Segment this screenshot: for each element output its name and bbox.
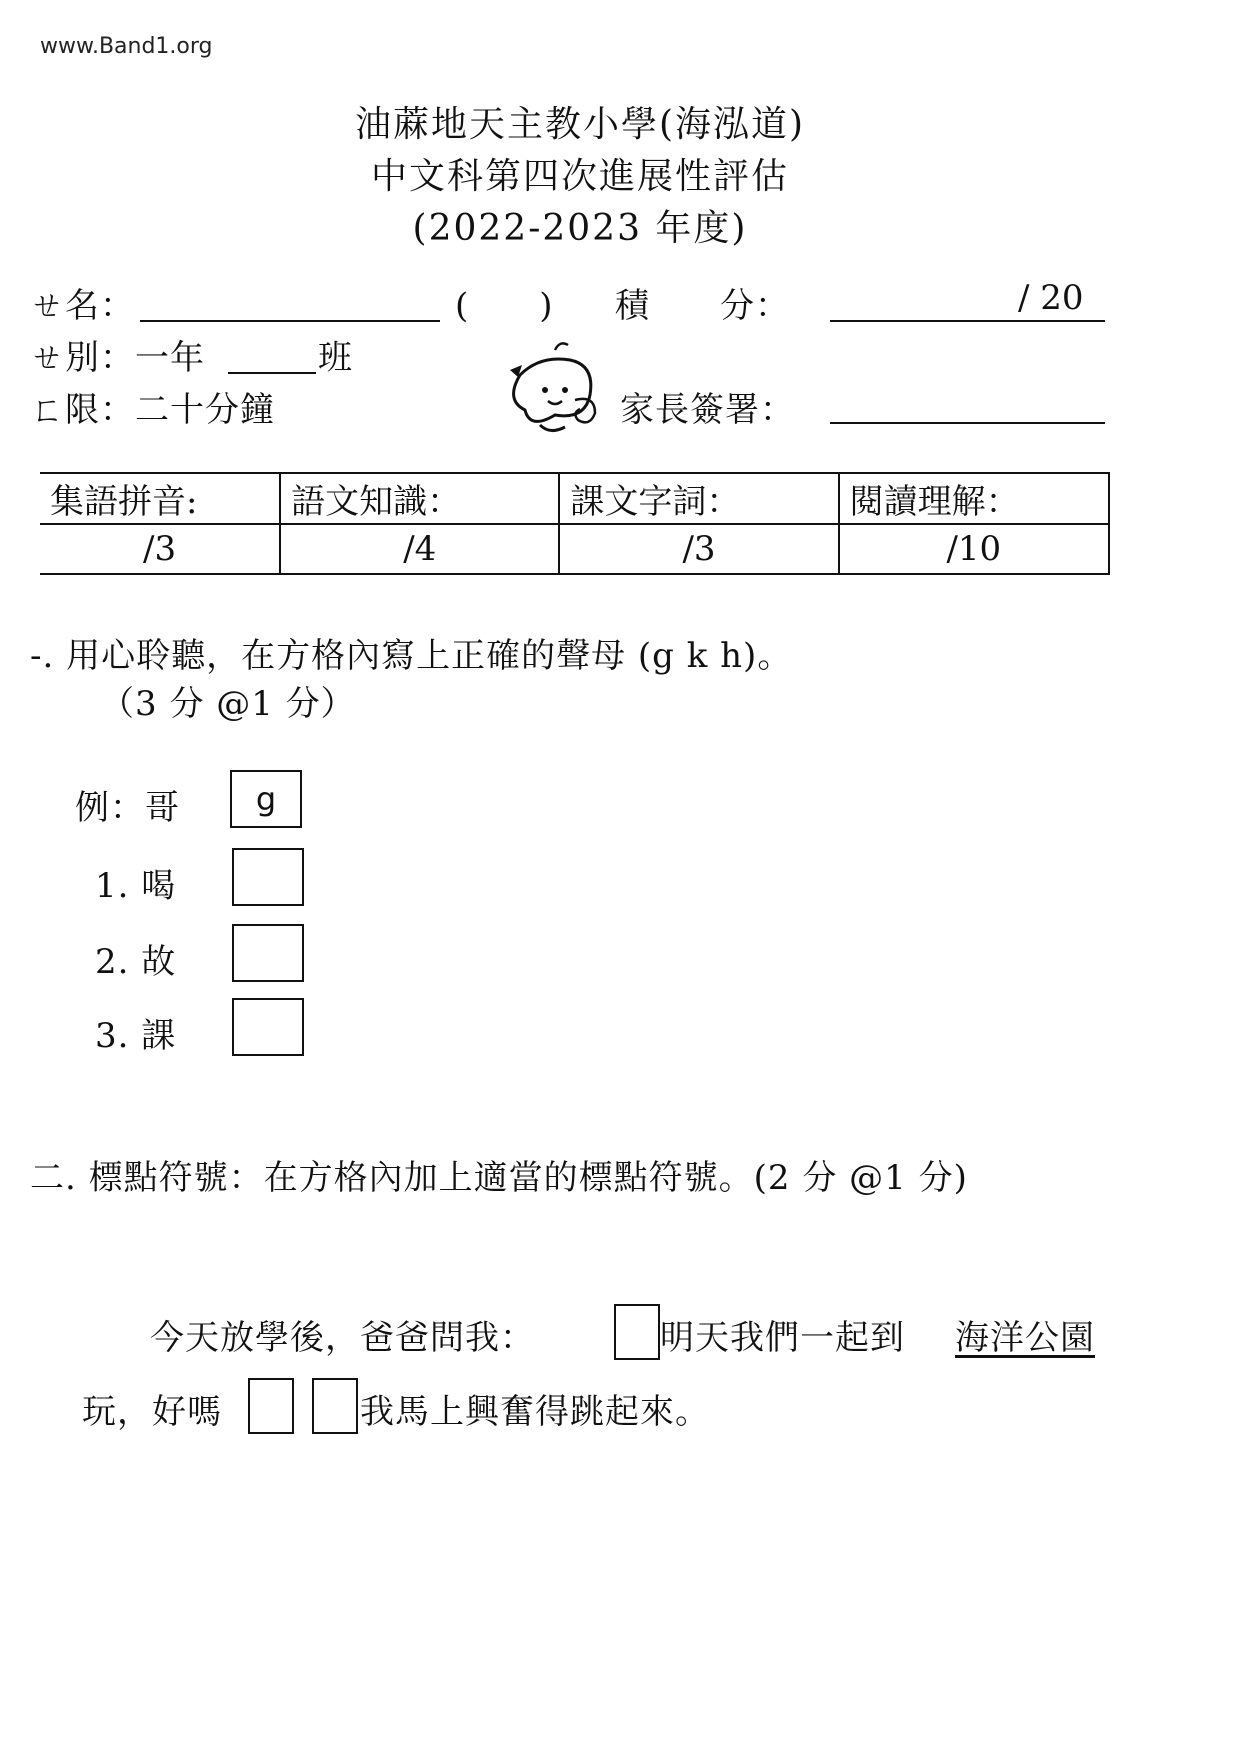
name-field[interactable] [140,320,440,322]
q2-punct-box-1[interactable] [614,1304,660,1360]
mascot-illustration [500,335,615,440]
score-value-pinyin: /3 [40,524,280,574]
q1-answer-box-3[interactable] [232,998,304,1056]
q1-answer-box-1[interactable] [232,848,304,906]
q1-item-2: 2. 故 [95,942,177,982]
watermark: www.Band1.org [40,34,213,59]
score-value-language: /4 [280,524,559,574]
score-total: / 20 [1018,278,1084,318]
class-label: ㄝ別：一年 [30,338,205,378]
score-label: 積 分： [615,286,790,326]
score-header-pinyin: 集語拼音: [40,473,280,524]
q2-punct-box-2[interactable] [248,1378,294,1434]
q1-title: -. 用心聆聽，在方格內寫上正確的聲母 (g k h)。 [30,636,793,676]
q2-line2-start: 玩，好嗎 [82,1392,222,1432]
class-field[interactable] [228,372,316,374]
score-table [40,472,1110,575]
score-header-language: 語文知識： [280,473,559,524]
q1-example-answer-box: g [230,770,302,828]
q1-item-1: 1. 喝 [95,866,177,906]
class-number-paren: ( ) [455,286,554,326]
q2-line1-start: 今天放學後，爸爸問我： [150,1318,535,1358]
class-suffix: 班 [318,338,353,378]
q1-item-3: 3. 課 [95,1016,177,1056]
score-header-vocabulary: 課文字詞： [559,473,838,524]
parent-signature-label: 家長簽署： [620,390,795,430]
assessment-title: 中文科第四次進展性評估 [370,156,789,197]
q1-marks: （3 分 @1 分） [100,684,356,724]
score-table-value-row [40,524,1109,574]
name-label: ㄝ名： [30,286,135,326]
school-name: 油蔴地天主教小學(海泓道) [354,104,806,145]
q2-line1-middle: 明天我們一起到 [660,1318,905,1358]
q2-punct-box-3[interactable] [312,1378,358,1434]
q1-answer-box-2[interactable] [232,924,304,982]
score-value-vocabulary: /3 [559,524,838,574]
parent-signature-field[interactable] [830,422,1105,424]
score-field[interactable] [830,320,1105,322]
score-header-reading: 閱讀理解： [839,473,1109,524]
q1-example-label: 例：哥 [75,788,180,828]
q2-place-name: 海洋公園 [955,1318,1095,1358]
q2-line2-end: 我馬上興奮得跳起來。 [360,1392,710,1432]
time-limit-label: ㄈ限：二十分鐘 [30,390,275,430]
q2-title: 二. 標點符號：在方格內加上適當的標點符號。(2 分 @1 分) [30,1158,968,1198]
score-value-reading: /10 [839,524,1109,574]
school-year: (2022-2023 年度) [412,208,748,249]
score-table-header-row [40,473,1109,524]
